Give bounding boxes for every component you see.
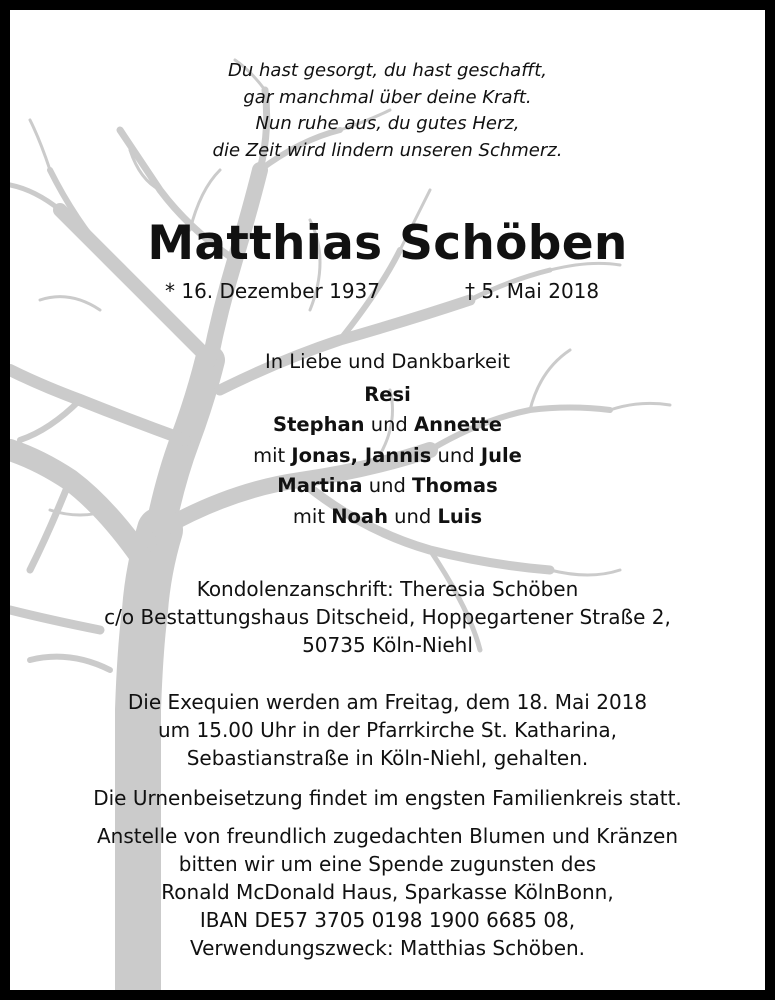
mourner-name: Noah	[331, 504, 388, 528]
condolence-address	[10, 575, 765, 659]
funeral-service-info	[10, 688, 765, 772]
poem-line: die Zeit wird lindern unseren Schmerz.	[212, 139, 563, 161]
mourner-name: Annette	[414, 413, 502, 436]
mourners-intro: In Liebe und Dankbarkeit	[264, 350, 511, 373]
mourner-separator: und	[362, 474, 413, 497]
mourner-prefix: mit	[292, 504, 332, 528]
mourners	[10, 347, 765, 532]
address-line: Kondolenzanschrift: Theresia Schöben	[196, 577, 579, 601]
mourner-name: Jonas, Jannis	[291, 443, 432, 467]
service-line: Die Exequien werden am Freitag, dem 18. Mai 2018	[127, 690, 648, 714]
mourner-name: Luis	[437, 504, 483, 528]
poem-line: Nun ruhe aus, du gutes Herz,	[255, 113, 520, 134]
birth-date: * 16. Dezember 1937	[165, 279, 380, 303]
urn-burial-info: Die Urnenbeisetzung findet im engsten Familienkreis statt.	[93, 786, 682, 810]
donation-line: Verwendungszweck: Matthias Schöben.	[189, 936, 586, 960]
mourner-name: Stephan	[273, 413, 365, 436]
service-line: Sebastianstraße in Köln-Niehl, gehalten.	[186, 746, 589, 770]
mourner-line	[10, 380, 765, 411]
death-date: † 5. Mai 2018	[465, 279, 600, 303]
mourner-name: Resi	[364, 382, 411, 406]
mourner-line	[10, 441, 765, 472]
donation-line: Ronald McDonald Haus, Sparkasse KölnBonn,	[161, 880, 614, 904]
address-line: 50735 Köln-Niehl	[302, 633, 473, 657]
deceased-name: Matthias Schöben	[147, 216, 628, 271]
mourner-line	[10, 410, 765, 441]
poem	[10, 58, 765, 164]
mourner-prefix: mit	[253, 443, 292, 467]
donation-line: Anstelle von freundlich zugedachten Blumen und Kränzen	[96, 824, 679, 848]
mourner-line	[10, 502, 765, 533]
donation-info	[10, 822, 765, 962]
mourner-line	[10, 471, 765, 502]
service-line: um 15.00 Uhr in der Pfarrkirche St. Katharina,	[157, 718, 617, 742]
mourner-name: Thomas	[412, 474, 498, 497]
mourner-name: Martina	[277, 474, 363, 497]
poem-line: gar manchmal über deine Kraft.	[243, 86, 532, 108]
mourner-separator: und	[431, 443, 481, 467]
donation-line: bitten wir um eine Spende zugunsten des	[178, 852, 597, 876]
mourner-separator: und	[387, 504, 438, 528]
mourner-separator: und	[364, 413, 415, 436]
mourner-name: Jule	[480, 443, 522, 467]
donation-line: IBAN DE57 3705 0198 1900 6685 08,	[199, 908, 576, 932]
poem-line: Du hast gesorgt, du hast geschafft,	[228, 60, 547, 81]
address-line: c/o Bestattungshaus Ditscheid, Hoppegartener Straße 2,	[104, 605, 671, 629]
